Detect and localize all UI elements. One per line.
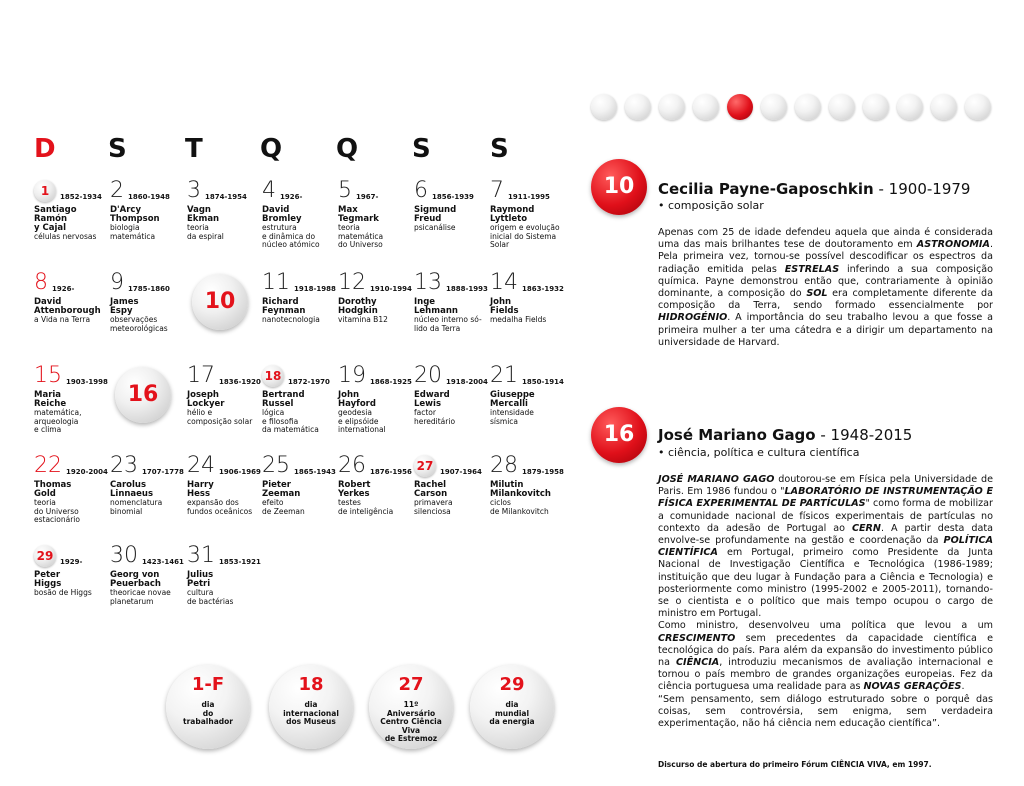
day-number: 3: [187, 178, 201, 203]
calendar-day-cell: [34, 180, 110, 242]
event-label: dia do trabalhador: [183, 700, 233, 726]
scientist-topic: vitamina B12: [338, 315, 388, 324]
day-header: [414, 365, 490, 387]
day-header: [338, 180, 414, 202]
feature-subtitle: • composição solar: [658, 199, 764, 212]
day-header: [34, 365, 110, 387]
scientist-years: 1850-1914: [522, 378, 564, 386]
day-header: [110, 180, 186, 202]
calendar-day-cell: [414, 180, 490, 233]
scientist-years: 1926-: [280, 193, 303, 201]
scientist-years: 1872-1970: [288, 378, 330, 386]
month-dot: [625, 94, 651, 120]
scientist-topic: observações meteorológicas: [110, 315, 168, 333]
scientist-topic: bosão de Higgs: [34, 588, 92, 597]
feature-name: José Mariano Gago: [658, 426, 816, 444]
calendar-day-cell: [490, 180, 566, 250]
scientist-topic: testes de inteligência: [338, 498, 394, 516]
day-highlight-ball: 16: [115, 367, 171, 423]
day-header: [262, 180, 338, 202]
calendar-day-cell: [262, 272, 338, 325]
weekday-label: Q: [260, 134, 283, 164]
day-header: [490, 455, 566, 477]
day-number: 4: [262, 178, 276, 203]
calendar-day-cell: [414, 365, 490, 426]
month-dot: [931, 94, 957, 120]
day-number: 25: [262, 453, 290, 478]
scientist-name: Max Tegmark: [338, 205, 379, 224]
feature-day-ball: 16: [591, 407, 647, 463]
scientist-topic: teoria matemática do Universo: [338, 223, 384, 249]
scientist-years: 1836-1920: [219, 378, 261, 386]
scientist-topic: nanotecnologia: [262, 315, 320, 324]
month-dot: [795, 94, 821, 120]
month-dot: [829, 94, 855, 120]
scientist-years: 1911-1995: [508, 193, 550, 201]
day-number: 19: [338, 363, 366, 388]
scientist-years: 1926-: [52, 285, 75, 293]
event-date: 1-F: [191, 674, 225, 695]
month-dot: [693, 94, 719, 120]
day-number: 11: [262, 270, 290, 295]
weekday-label: S: [412, 134, 431, 164]
scientist-years: 1910-1994: [370, 285, 412, 293]
calendar-day-cell: [110, 272, 186, 333]
scientist-name: D'Arcy Thompson: [110, 205, 160, 224]
day-number: 5: [338, 178, 352, 203]
scientist-name: David Bromley: [262, 205, 302, 224]
month-dot: [965, 94, 991, 120]
calendar-day-cell: [34, 272, 110, 325]
month-dot: [659, 94, 685, 120]
scientist-topic: matemática, arqueologia e clima: [34, 408, 82, 434]
calendar-day-cell: [110, 455, 186, 516]
scientist-topic: efeito de Zeeman: [262, 498, 305, 516]
day-number: 2: [110, 178, 124, 203]
day-number: 12: [338, 270, 366, 295]
day-header: [110, 272, 186, 294]
scientist-topic: a Vida na Terra: [34, 315, 91, 324]
day-header: [34, 272, 110, 294]
scientist-years: 1920-2004: [66, 468, 108, 476]
day-number: 9: [110, 270, 124, 295]
day-badge: 27: [414, 455, 436, 477]
scientist-name: Bertrand Russel: [262, 390, 305, 409]
day-header: [187, 545, 263, 567]
day-header: [414, 180, 490, 202]
scientist-name: Joseph Lockyer: [187, 390, 225, 409]
calendar-day-cell: [338, 272, 414, 325]
day-badge: 29: [34, 545, 56, 567]
calendar-day-cell: [338, 180, 414, 250]
scientist-topic: theoricae novae planetarum: [110, 588, 171, 606]
scientist-years: 1876-1956: [370, 468, 412, 476]
day-header: [187, 455, 263, 477]
scientist-topic: teoria do Universo estacionário: [34, 498, 80, 524]
scientist-topic: células nervosas: [34, 232, 97, 241]
scientist-topic: hélio e composição solar: [187, 408, 253, 426]
scientist-name: John Fields: [490, 297, 519, 316]
month-dot: [591, 94, 617, 120]
feature-footnote: Discurso de abertura do primeiro Fórum CIÊNCIA VIVA, em 1997.: [658, 760, 932, 769]
scientist-name: Thomas Gold: [34, 480, 72, 499]
scientist-name: Edward Lewis: [414, 390, 450, 409]
day-header: [490, 180, 566, 202]
scientist-name: Sigmund Freud: [414, 205, 457, 224]
day-header: [34, 545, 110, 567]
calendar-day-cell: [34, 455, 110, 525]
calendar-day-cell: [414, 455, 490, 516]
event-ball: [470, 665, 554, 749]
day-header: [110, 545, 186, 567]
calendar-day-cell: [490, 272, 566, 325]
feature-body: JOSÉ MARIANO GAGO doutorou-se em Física pela Universidade de Paris. Em 1986 fundou o "LABORATÓRIO DE INSTRUMENTAÇÃO E FÍSICA EXPERIMENTAL DE PARTÍCULAS" como forma de mobilizar a comunidade nacional de físicos experimentais de partículas no contexto da adesão de Portugal ao CERN. A partir desta data envolve-se profundamente na gestão e coordenação da POLÍTICA CIENTÍFICA em Portugal, primeiro como Presidente da Junta Nacional de Investigação Científica e Tecnológica (1986-1989; instituição que deu lugar à Fundação para a Ciência e Tecnologia) e posteriormente como ministro (1995-2002 e 2005-2011), tornando-se o cientista e o político que mais tempo ocupou o cargo de ministro em Portugal. Como ministro, desenvolveu uma política que levou a um CRESCIMENTO sem precedentes da capacidade científica e tecnológica do país. Para além da expansão do investimento público na CIÊNCIA, introduziu mecanismos de avaliação internacional e tornou o país membro de grandes organizações europeias. Fez da ciência portuguesa uma realidade para as NOVAS GERAÇÕES. “Sem pensamento, sem diálogo estruturado sobre o porquê das coisas, sem controvérsia, sem enigma, sem verdadeira experimentação, não há ciência nem educação científica”.: [658, 474, 993, 730]
feature-name: Cecilia Payne-Gaposchkin: [658, 180, 874, 198]
scientist-name: John Hayford: [338, 390, 376, 409]
scientist-name: Robert Yerkes: [338, 480, 371, 499]
day-number: 21: [490, 363, 518, 388]
calendar-day-cell: [34, 365, 110, 435]
feature-subtitle: • ciência, política e cultura científica: [658, 446, 860, 459]
weekday-label: S: [108, 134, 127, 164]
feature-title: [658, 180, 970, 198]
day-number: 31: [187, 543, 215, 568]
scientist-topic: núcleo interno só- lido da Terra: [414, 315, 482, 333]
event-date: 27: [398, 674, 424, 695]
scientist-name: Maria Reiche: [34, 390, 67, 409]
scientist-years: 1856-1939: [432, 193, 474, 201]
calendar-day-cell: [262, 365, 338, 435]
day-header: [187, 365, 263, 387]
day-number: 8: [34, 270, 48, 295]
day-header: [414, 272, 490, 294]
day-header: [187, 180, 263, 202]
event-label: dia internacional dos Museus: [283, 700, 339, 726]
feature-day-ball: 10: [591, 159, 647, 215]
feature-body: Apenas com 25 de idade defendeu aquela que ainda é considerada uma das mais brilhantes tese de doutoramento em ASTRONOMIA. Pela primeira vez, tornou-se possível descodificar os espectros da radiação emitida pelas ESTRELAS inferindo a sua composição química. Payne demonstrou então que, contrariamente à opinião dominante, a composição do SOL era completamente diferente da composição da Terra, sendo formado essencialmente por HIDROGÉNIO. A importância do seu trabalho levou a que fosse a primeira mulher a ter uma cátedra e a dirigir um departamento na universidade de Harvard.: [658, 227, 993, 348]
scientist-years: 1879-1958: [522, 468, 564, 476]
day-header: [490, 365, 566, 387]
event-date: 18: [298, 674, 324, 695]
day-number: 28: [490, 453, 518, 478]
day-header: [34, 455, 110, 477]
feature-title: [658, 426, 912, 444]
event-label: 11º Aniversário Centro Ciência Viva de Estremoz: [380, 700, 442, 743]
scientist-years: 1906-1969: [219, 468, 261, 476]
day-header: [262, 272, 338, 294]
day-number: 14: [490, 270, 518, 295]
feature-years: - 1900-1979: [873, 180, 971, 198]
day-number: 20: [414, 363, 442, 388]
day-highlight-ball: 10: [192, 274, 248, 330]
scientist-name: Julius Petri: [187, 570, 214, 589]
calendar-day-cell: [187, 180, 263, 241]
scientist-years: 1860-1948: [128, 193, 170, 201]
scientist-years: 1874-1954: [205, 193, 247, 201]
scientist-name: Milutin Milankovitch: [490, 480, 551, 499]
scientist-name: Carolus Linnaeus: [110, 480, 154, 499]
calendar-day-cell: [187, 455, 263, 516]
day-header: [338, 365, 414, 387]
scientist-topic: factor hereditário: [414, 408, 456, 426]
day-number: 6: [414, 178, 428, 203]
scientist-years: 1785-1860: [128, 285, 170, 293]
scientist-years: 1929-: [60, 558, 83, 566]
scientist-name: Dorothy Hodgkin: [338, 297, 378, 316]
scientist-years: 1707-1778: [142, 468, 184, 476]
scientist-name: Pieter Zeeman: [262, 480, 301, 499]
weekday-label: Q: [336, 134, 359, 164]
calendar-day-cell: [187, 365, 263, 426]
scientist-years: 1853-1921: [219, 558, 261, 566]
day-header: [338, 455, 414, 477]
calendar-day-cell: [338, 455, 414, 516]
month-dot: [863, 94, 889, 120]
scientist-years: 1868-1925: [370, 378, 412, 386]
day-header: [490, 272, 566, 294]
calendar-day-cell: [187, 545, 263, 606]
scientist-name: Harry Hess: [187, 480, 214, 499]
scientist-name: Raymond Lyttleto: [490, 205, 535, 224]
day-badge: 18: [262, 365, 284, 387]
scientist-years: 1423-1461: [142, 558, 184, 566]
month-dot-active: [727, 94, 753, 120]
month-dot: [897, 94, 923, 120]
scientist-years: 1967-: [356, 193, 379, 201]
day-header: [414, 455, 490, 477]
scientist-topic: teoria da espiral: [187, 223, 224, 241]
weekday-label: D: [34, 134, 56, 164]
scientist-topic: expansão dos fundos oceânicos: [187, 498, 253, 516]
day-number: 13: [414, 270, 442, 295]
scientist-years: 1852-1934: [60, 193, 102, 201]
event-label: dia mundial da energia: [489, 700, 535, 726]
scientist-topic: estrutura e dinâmica do núcleo atómico: [262, 223, 320, 249]
event-ball: [369, 665, 453, 749]
day-number: 17: [187, 363, 215, 388]
calendar-day-cell: [490, 455, 566, 516]
calendar-day-cell: [34, 545, 110, 598]
scientist-name: David Attenborough: [34, 297, 101, 316]
scientist-topic: primavera silenciosa: [414, 498, 453, 516]
weekday-label: S: [490, 134, 509, 164]
day-header: [110, 455, 186, 477]
calendar-day-cell: [490, 365, 566, 426]
scientist-years: 1865-1943: [294, 468, 336, 476]
day-badge: 1: [34, 180, 56, 202]
scientist-topic: geodesia e elipsóide international: [338, 408, 386, 434]
scientist-years: 1918-2004: [446, 378, 488, 386]
day-number: 30: [110, 543, 138, 568]
scientist-name: Peter Higgs: [34, 570, 62, 589]
scientist-name: Giuseppe Mercalli: [490, 390, 535, 409]
event-ball: [269, 665, 353, 749]
scientist-topic: cultura de bactérias: [187, 588, 234, 606]
day-header: [262, 455, 338, 477]
day-header: [338, 272, 414, 294]
day-number: 22: [34, 453, 62, 478]
calendar-day-cell: [338, 365, 414, 435]
scientist-topic: biologia matemática: [110, 223, 156, 241]
scientist-name: James Espy: [110, 297, 139, 316]
day-number: 15: [34, 363, 62, 388]
calendar-day-cell: [262, 180, 338, 250]
scientist-years: 1918-1988: [294, 285, 336, 293]
scientist-topic: lógica e filosofia da matemática: [262, 408, 319, 434]
event-date: 29: [499, 674, 525, 695]
month-dot: [761, 94, 787, 120]
calendar-day-cell: [110, 545, 186, 606]
scientist-topic: intensidade sísmica: [490, 408, 534, 426]
calendar-day-cell: [414, 272, 490, 333]
calendar-day-cell: [262, 455, 338, 516]
day-header: [262, 365, 338, 387]
feature-years: - 1948-2015: [815, 426, 913, 444]
scientist-topic: psicanálise: [414, 223, 456, 232]
scientist-name: Santiago Ramón y Cajal: [34, 205, 77, 233]
calendar-day-cell: [110, 180, 186, 241]
scientist-years: 1907-1964: [440, 468, 482, 476]
weekday-label: T: [185, 134, 203, 164]
scientist-years: 1903-1998: [66, 378, 108, 386]
scientist-name: Rachel Carson: [414, 480, 448, 499]
scientist-name: Richard Feynman: [262, 297, 306, 316]
day-number: 23: [110, 453, 138, 478]
day-number: 7: [490, 178, 504, 203]
scientist-name: Vagn Ekman: [187, 205, 220, 224]
scientist-topic: medalha Fields: [490, 315, 547, 324]
scientist-name: Inge Lehmann: [414, 297, 458, 316]
day-number: 26: [338, 453, 366, 478]
scientist-topic: origem e evolução inicial do Sistema Solar: [490, 223, 560, 249]
scientist-years: 1863-1932: [522, 285, 564, 293]
event-ball: [166, 665, 250, 749]
scientist-topic: ciclos de Milankovitch: [490, 498, 549, 516]
scientist-name: Georg von Peuerbach: [110, 570, 161, 589]
scientist-years: 1888-1993: [446, 285, 488, 293]
day-number: 24: [187, 453, 215, 478]
scientist-topic: nomenclatura binomial: [110, 498, 163, 516]
day-header: [34, 180, 110, 202]
